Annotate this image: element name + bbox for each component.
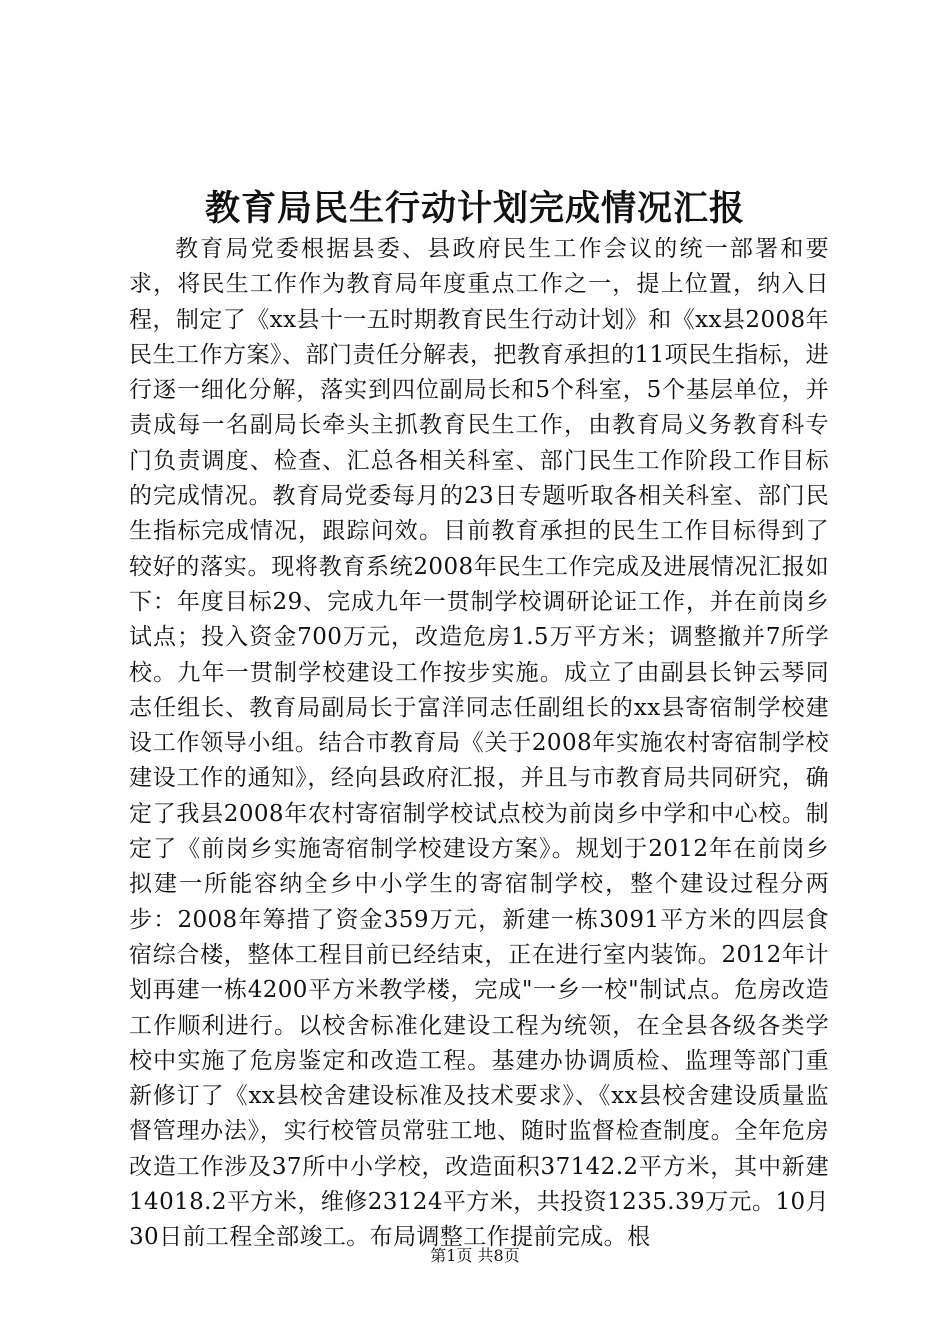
body-paragraph: 教育局党委根据县委、县政府民生工作会议的统一部署和要求，将民生工作作为教育局年度重点工作之一，提上位置，纳入日程，制定了《xx县十一五时期教育民生行动计划》和《xx县2008年民生工作方案》、部门责任分解表，把教育承担的11项民生指标，进行逐一细化分解，落实到四位副局长和5个科室，5个基层单位，并责成每一名副局长牵头主抓教育民生工作，由教育局义务教育科专门负责调度、检查、汇总各相关科室、部门民生工作阶段工作目标的完成情况。教育局党委每月的23日专题听取各相关科室、部门民生指标完成情况，跟踪问效。目前教育承担的民生工作目标得到了较好的落实。现将教育系统2008年民生工作完成及进展情况汇报如下：年度目标29、完成九年一贯制学校调研论证工作，并在前岗乡试点；投入资金700万元，改造危房1.5万平方米；调整撤并7所学校。九年一贯制学校建设工作按步实施。成立了由副县长钟云琴同志任组长、教育局副局长于富洋同志任副组长的xx县寄宿制学校建设工作领导小组。结合市教育局《关于2008年实施农村寄宿制学校建设工作的通知》，经向县政府汇报，并且与市教育局共同研究，确定了我县2008年农村寄宿制学校试点校为前岗乡中学和中心校。制定了《前岗乡实施寄宿制学校建设方案》。规划于2012年在前岗乡拟建一所能容纳全乡中小学生的寄宿制学校，整个建设过程分两步：2008年筹措了资金359万元，新建一栋3091平方米的四层食宿综合楼，整体工程目前已经结束，正在进行室内装饰。2012年计划再建一栋4200平方米教学楼，完成"一乡一校"制试点。危房改造工作顺利进行。以校舍标准化建设工程为统领，在全县各级各类学校中实施了危房鉴定和改造工程。基建办协调质检、监理等部门重新修订了《xx县校舍建设标准及技术要求》、《xx县校舍建设质量监督管理办法》，实行校管员常驻工地、随时监督检查制度。全年危房改造工作涉及37所中小学校，改造面积37142.2平方米，其中新建14018.2平方米，维修23124平方米，共投资1235.39万元。10月30日前工程全部竣工。布局调整工作提前完成。根 <box>129 236 829 1251</box>
document-title: 教育局民生行动计划完成情况汇报 <box>204 188 745 229</box>
page-number-footer: 第1页 共8页 <box>430 1246 520 1265</box>
